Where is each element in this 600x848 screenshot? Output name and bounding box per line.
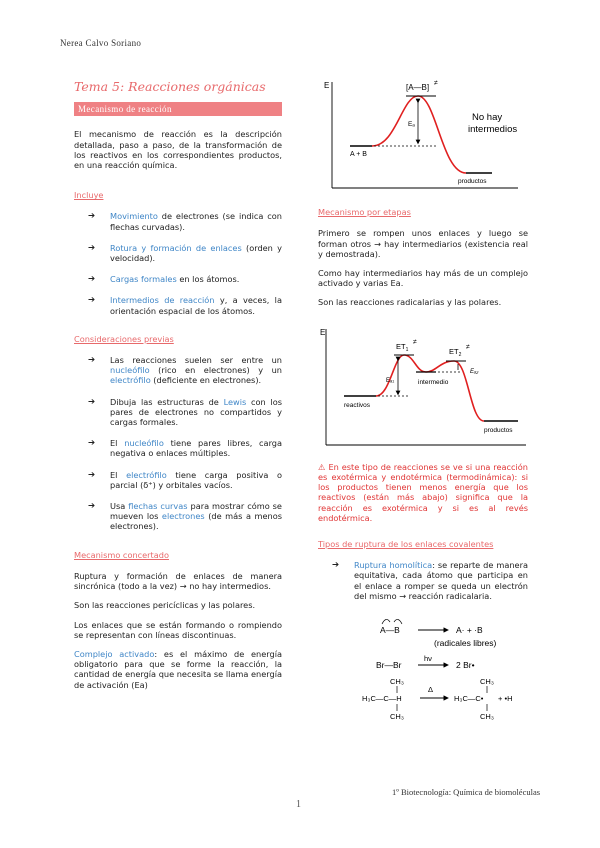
- highlight-text: electrófilo: [110, 375, 151, 386]
- arrow-icon: ➔: [88, 274, 96, 285]
- page-number: 1: [296, 799, 301, 810]
- homolytic-reactions: [318, 612, 528, 732]
- reaction3-condition: Δ: [428, 685, 434, 695]
- arrow-icon: ➔: [88, 295, 96, 306]
- warning-icon: ⚠: [318, 461, 326, 472]
- rupturas-heading: Tipos de ruptura de los enlaces covalentes: [318, 539, 494, 550]
- ts2-mark: ≠: [466, 343, 470, 351]
- highlight-text: Movimiento: [110, 211, 158, 222]
- list-item: [318, 560, 528, 601]
- highlight-text: nucleófilo: [110, 365, 150, 376]
- rupturas-list: [318, 560, 528, 601]
- reaction2-reactant: Br—Br: [376, 660, 402, 671]
- list-item: [74, 438, 282, 458]
- ea2-label: Eₐ₂: [470, 368, 479, 375]
- arrow-icon: ➔: [88, 211, 96, 222]
- ea-label: Eₐ: [408, 121, 415, 128]
- products-label: productos: [458, 178, 487, 185]
- list-item: [74, 274, 282, 284]
- ea1-label: Eₐ₁: [386, 377, 395, 384]
- footer-course: 1º Biotecnología: Química de biomoléculas: [392, 787, 541, 797]
- note-line1: No hay: [472, 112, 503, 123]
- highlight-text: Complejo activado: [74, 648, 155, 659]
- intro-paragraph: El mecanismo de reacción es la descripción detallada, paso a paso, de la transformación de los reactivos en los correspondientes productos, en una reacción química.: [74, 129, 282, 171]
- consideraciones-list: [74, 355, 282, 532]
- arrow-icon: ➔: [88, 355, 96, 366]
- list-item: [74, 355, 282, 386]
- ts-mark: ≠: [434, 80, 438, 87]
- curved-arrow-icon: [382, 619, 390, 624]
- item-text: tiene pares libres, carga negativa o enlaces múltiples.: [110, 438, 282, 459]
- incluye-heading: Incluye: [74, 190, 104, 201]
- section-banner: Mecanismo de reacción: [74, 102, 282, 116]
- right-column: [318, 70, 528, 734]
- item-text: El: [110, 438, 125, 449]
- item-text: Usa: [110, 501, 129, 512]
- item-text: Dibuja las estructuras de: [110, 396, 224, 407]
- reaction1-reactant: A—B: [380, 625, 400, 636]
- arrow-icon: ➔: [88, 242, 96, 253]
- author-name: Nerea Calvo Soriano: [60, 38, 142, 48]
- energy-curve: [376, 355, 484, 421]
- reactants-label: reactivos: [344, 401, 371, 409]
- item-text: tiene carga positiva o parcial (δ⁺) y orbitales vacíos.: [110, 469, 282, 490]
- item-text: El: [110, 469, 127, 480]
- item-text: Las reacciones suelen ser entre un: [110, 355, 282, 366]
- reaction1-product: A· + ·B: [456, 625, 483, 636]
- highlight-text: electrones: [161, 511, 205, 522]
- item-text: (orden y velocidad).: [110, 242, 282, 264]
- concertado-p3: Los enlaces que se están formando o rompiendo se representan con líneas discontinuas.: [74, 619, 282, 640]
- list-item: [74, 397, 282, 428]
- incluye-list: [74, 211, 282, 315]
- list-item: [74, 295, 282, 315]
- item-text: (deficiente en electrones).: [150, 375, 262, 386]
- methyl-bottom: CH₃: [480, 712, 494, 722]
- ts-label: [A—B]: [406, 83, 430, 92]
- intermediate-label: intermedio: [418, 378, 449, 386]
- methyl-bottom: CH₃: [390, 712, 404, 722]
- curved-arrow-icon: [394, 619, 402, 624]
- list-item: [74, 243, 282, 263]
- arrow-icon: ➔: [88, 438, 96, 449]
- item-text: con los pares de electrones no compartidos y cargas formales.: [110, 396, 282, 428]
- warning-text: En este tipo de reacciones se ve si una reacción es exotérmica y endotérmica (termodinámica): si los productos tienen menos energía que los reactivos (están más abajo) significa que la reacción es exotérmica y si es al revés endotérmica.: [318, 461, 528, 523]
- arrow-icon: ➔: [88, 501, 96, 512]
- etapas-p1: Primero se rompen unos enlaces y luego se forman otros → hay intermediarios (existencia real y demostrada).: [318, 228, 528, 259]
- item-text: (rico en electrones) y un: [149, 365, 282, 376]
- highlight-text: Intermedios de reacción: [110, 295, 215, 306]
- highlight-text: Lewis: [223, 396, 247, 407]
- consideraciones-heading: Consideraciones previas: [74, 333, 174, 344]
- highlight-text: flechas curvas: [128, 501, 188, 512]
- list-item: [74, 501, 282, 532]
- item-text: y, a veces, la orientación espacial de los átomos.: [110, 295, 282, 316]
- reaction3-product: H₃C—C•: [454, 694, 484, 704]
- etapas-p2: Como hay intermediarios hay más de un complejo activado y varias Ea.: [318, 268, 528, 289]
- energy-diagram-concerted: [318, 70, 528, 195]
- reactants-label: A + B: [350, 151, 367, 158]
- left-column: [74, 78, 282, 699]
- note-line2: intermedios: [468, 124, 518, 135]
- products-label: productos: [484, 426, 513, 434]
- ts1-label: $ET_1$: [396, 341, 409, 353]
- item-text: para mostrar cómo se mueven los: [110, 501, 282, 522]
- energy-curve: [372, 96, 466, 173]
- item-text: en los átomos.: [176, 274, 240, 285]
- methyl-top: CH₃: [390, 677, 404, 687]
- reaction2-product: 2 Br•: [456, 660, 475, 671]
- page-title: Tema 5: Reacciones orgánicas: [74, 79, 266, 94]
- methyl-top: CH₃: [480, 677, 494, 687]
- list-item: [74, 470, 282, 490]
- arrow-icon: ➔: [88, 469, 96, 480]
- concertado-p2: Son las reacciones pericíclicas y las polares.: [74, 600, 256, 611]
- item-text: : es el máximo de energía obligatorio para que se forme la reacción, la cantidad de energía que necesita se llama energía de activación (Ea): [74, 648, 282, 690]
- concertado-heading: Mecanismo concertado: [74, 549, 169, 560]
- concertado-p1: Ruptura y formación de enlaces de manera sincrónica (todo a la vez) → no hay intermedios.: [74, 570, 282, 592]
- highlight-text: Cargas formales: [110, 274, 177, 285]
- arrow-icon: ➔: [88, 396, 96, 407]
- concertado-p4: [74, 649, 282, 690]
- highlight-text: Ruptura homolítica: [354, 560, 433, 571]
- highlight-text: electrófilo: [126, 469, 167, 480]
- arrow-icon: ➔: [332, 560, 340, 571]
- item-text: (de más a menos electrones).: [110, 511, 282, 532]
- reaction3-radical: + •H: [498, 694, 513, 704]
- list-item: [74, 211, 282, 231]
- item-text: de electrones (se indica con flechas curvadas).: [110, 211, 282, 232]
- axis-label: E: [324, 81, 330, 90]
- warning-note: [318, 462, 528, 523]
- etapas-heading: Mecanismo por etapas: [318, 207, 411, 218]
- item-text: : se reparte de manera equitativa, cada átomo que participa en el enlace a romper se queda un electrón del mismo → reacción radicalaria.: [354, 560, 528, 601]
- ts1-mark: ≠: [413, 338, 417, 346]
- reaction1-note: (radicales libres): [434, 638, 497, 649]
- reaction3-reactant: H₃C—C—H: [362, 694, 402, 704]
- highlight-text: Rotura y formación de enlaces: [110, 242, 242, 253]
- energy-diagram-stepwise: [318, 317, 528, 452]
- axis-label: E: [320, 327, 326, 337]
- etapas-p3: Son las reacciones radicalarias y las polares.: [318, 297, 502, 308]
- ts2-label: $ET_2$: [449, 346, 462, 358]
- highlight-text: nucleófilo: [124, 438, 164, 449]
- reaction2-condition: hν: [424, 654, 432, 664]
